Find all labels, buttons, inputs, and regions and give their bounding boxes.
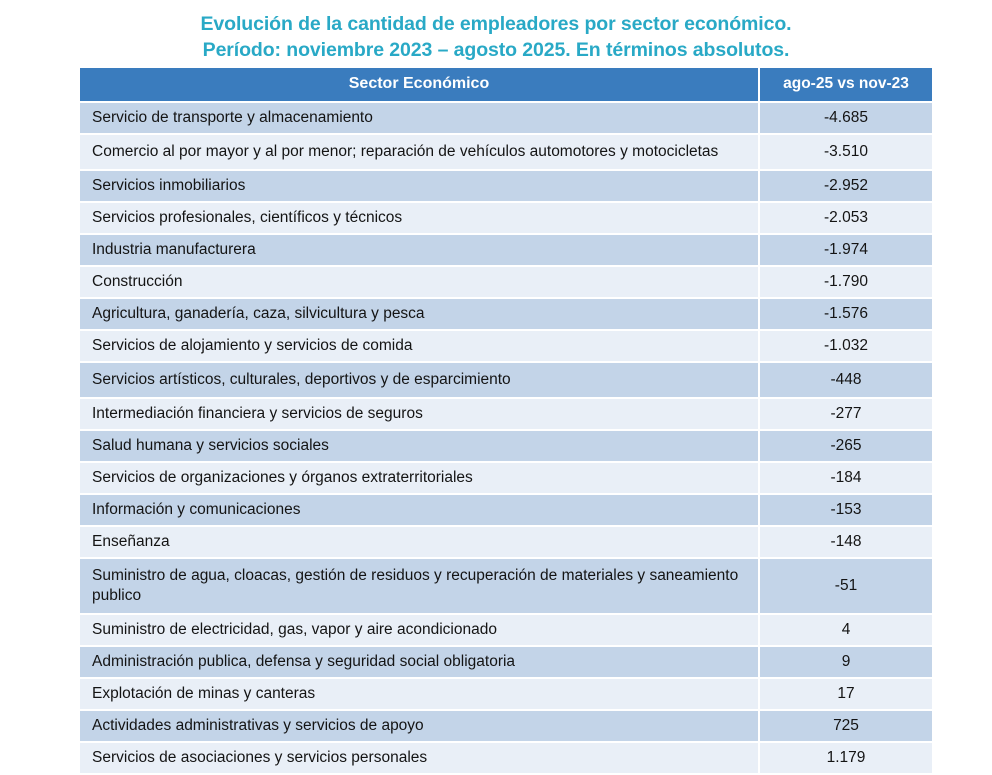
table-row [80, 399, 932, 431]
cell-sector: Explotación de minas y canteras [80, 679, 760, 711]
cell-value: -448 [760, 363, 932, 399]
table-row [80, 363, 932, 399]
data-table-container [80, 68, 932, 775]
cell-sector: Actividades administrativas y servicios de apoyo [80, 711, 760, 743]
table-row [80, 711, 932, 743]
cell-value: -1.576 [760, 299, 932, 331]
page-title-line-1: Evolución de la cantidad de empleadores por sector económico. [200, 13, 792, 35]
cell-sector: Servicios de asociaciones y servicios personales [80, 743, 760, 775]
cell-sector: Industria manufacturera [80, 235, 760, 267]
table-row [80, 615, 932, 647]
cell-value: 9 [760, 647, 932, 679]
table-row [80, 559, 932, 615]
cell-value: 17 [760, 679, 932, 711]
table-row [80, 103, 932, 135]
table-header [80, 68, 932, 103]
cell-sector: Servicios de alojamiento y servicios de comida [80, 331, 760, 363]
cell-value: 725 [760, 711, 932, 743]
cell-sector: Servicio de transporte y almacenamiento [80, 103, 760, 135]
table-row [80, 171, 932, 203]
column-header-sector: Sector Económico [80, 68, 760, 103]
table-row [80, 235, 932, 267]
cell-value: 1.179 [760, 743, 932, 775]
cell-sector: Enseñanza [80, 527, 760, 559]
cell-sector: Agricultura, ganadería, caza, silvicultura y pesca [80, 299, 760, 331]
table-row [80, 203, 932, 235]
cell-value: -4.685 [760, 103, 932, 135]
cell-value: -277 [760, 399, 932, 431]
cell-sector: Servicios inmobiliarios [80, 171, 760, 203]
cell-sector: Servicios de organizaciones y órganos extraterritoriales [80, 463, 760, 495]
cell-sector: Suministro de electricidad, gas, vapor y aire acondicionado [80, 615, 760, 647]
table-header-row [80, 68, 932, 103]
table-body [80, 103, 932, 775]
page-title-line-2: Período: noviembre 2023 – agosto 2025. En términos absolutos. [202, 39, 790, 61]
cell-value: -148 [760, 527, 932, 559]
cell-sector: Servicios profesionales, científicos y técnicos [80, 203, 760, 235]
cell-sector: Construcción [80, 267, 760, 299]
cell-sector: Suministro de agua, cloacas, gestión de residuos y recuperación de materiales y saneamiento publico [80, 559, 760, 615]
cell-sector: Administración publica, defensa y seguridad social obligatoria [80, 647, 760, 679]
table-row [80, 647, 932, 679]
table-row [80, 135, 932, 171]
table-row [80, 679, 932, 711]
table-row [80, 527, 932, 559]
cell-value: -3.510 [760, 135, 932, 171]
cell-value: -265 [760, 431, 932, 463]
table-row [80, 743, 932, 775]
employers-by-sector-table [80, 68, 932, 775]
column-header-value: ago-25 vs nov-23 [760, 68, 932, 103]
cell-value: -1.790 [760, 267, 932, 299]
cell-value: 4 [760, 615, 932, 647]
cell-value: -153 [760, 495, 932, 527]
cell-sector: Intermediación financiera y servicios de seguros [80, 399, 760, 431]
table-row [80, 331, 932, 363]
table-row [80, 495, 932, 527]
table-row [80, 299, 932, 331]
cell-sector: Comercio al por mayor y al por menor; reparación de vehículos automotores y motocicletas [80, 135, 760, 171]
cell-value: -51 [760, 559, 932, 615]
table-row [80, 431, 932, 463]
cell-value: -2.053 [760, 203, 932, 235]
cell-value: -1.974 [760, 235, 932, 267]
page-title [0, 11, 992, 63]
cell-value: -2.952 [760, 171, 932, 203]
table-row [80, 463, 932, 495]
cell-sector: Información y comunicaciones [80, 495, 760, 527]
cell-sector: Servicios artísticos, culturales, deportivos y de esparcimiento [80, 363, 760, 399]
table-row [80, 267, 932, 299]
cell-value: -1.032 [760, 331, 932, 363]
cell-sector: Salud humana y servicios sociales [80, 431, 760, 463]
cell-value: -184 [760, 463, 932, 495]
